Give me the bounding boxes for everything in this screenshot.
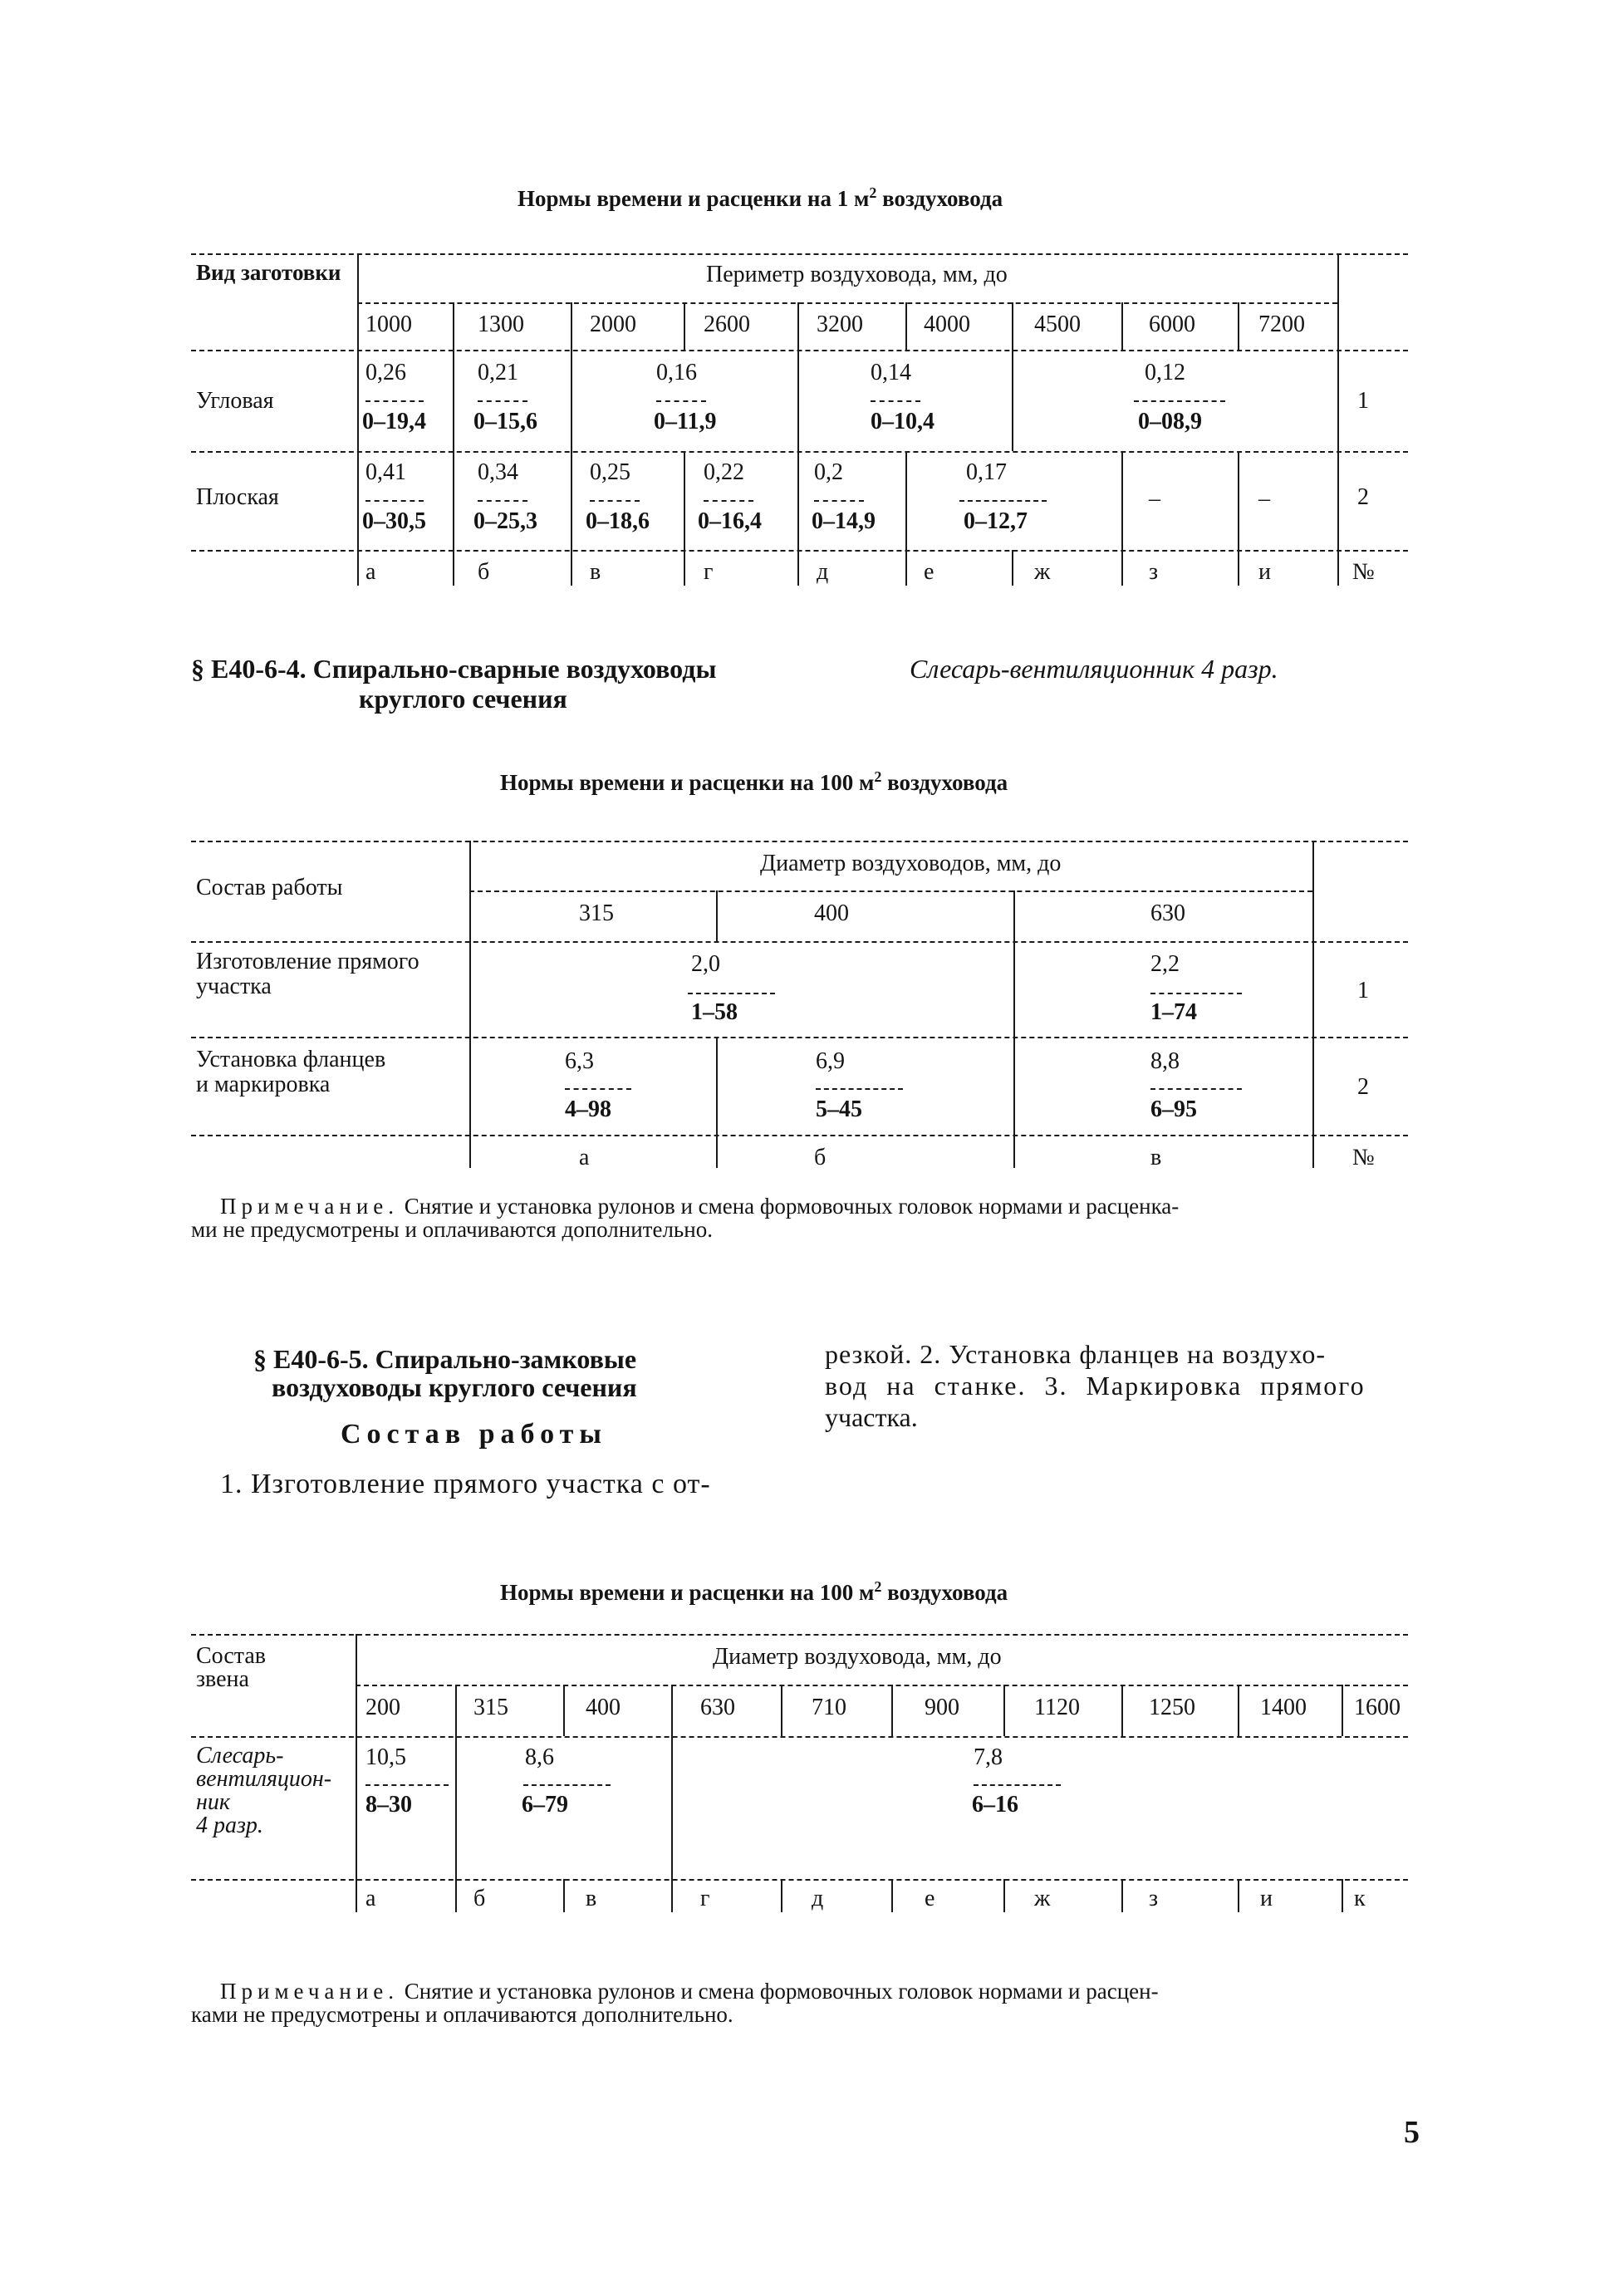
table2-value-bottom: 5–45 — [816, 1096, 862, 1122]
table1-title-prefix: Нормы времени и расценки на 1 м — [518, 186, 870, 211]
table3-col-header: 200 — [365, 1695, 400, 1720]
table3-fraction-bar — [365, 1784, 449, 1786]
table1-subheader-rule — [357, 302, 1337, 304]
table3-vline — [1342, 1879, 1343, 1912]
table1-letter: ж — [1034, 559, 1051, 585]
table2-top-rule — [191, 841, 1408, 842]
table2-title-sup: 2 — [874, 768, 882, 785]
table1-value-top: 0,22 — [704, 459, 744, 485]
table3-col-header: 710 — [812, 1695, 846, 1720]
table1-vline — [571, 350, 572, 451]
table2-note-line1 — [220, 1194, 1179, 1219]
table1-vline — [1121, 451, 1123, 550]
table1-row2-bottom-rule — [191, 550, 1408, 552]
table3-row-name-line2: вентиляцион- — [196, 1766, 332, 1792]
table1-letter: б — [478, 559, 490, 585]
table3-letter: д — [812, 1886, 824, 1911]
table2-title — [500, 768, 1008, 796]
table1-vline — [684, 451, 685, 550]
table1-vline — [453, 350, 454, 451]
table1-title-suffix: воздуховода — [876, 186, 1003, 211]
table2-fraction-bar — [816, 1088, 903, 1090]
table1-value-bottom: 0–15,6 — [473, 409, 537, 434]
table1-col-header: 2000 — [590, 312, 636, 337]
table3-value-bottom: 6–79 — [522, 1792, 568, 1818]
table3-value-bottom: 6–16 — [972, 1792, 1018, 1818]
table2-vline — [716, 890, 718, 941]
table2-col-header: 400 — [814, 900, 849, 926]
table3-col-header: 400 — [586, 1695, 621, 1720]
table3-vline — [1121, 1685, 1123, 1736]
table2-col-header: 315 — [579, 900, 614, 926]
table1-vline — [571, 451, 572, 550]
table1-vline — [1238, 451, 1239, 550]
table1-value-top: 0,21 — [478, 360, 518, 385]
table3-value-bottom: 8–30 — [365, 1792, 412, 1818]
table1-fraction-bar — [814, 500, 864, 502]
table1-dash: – — [1149, 486, 1160, 512]
table3-letter: г — [700, 1886, 710, 1911]
section2-body-right-line3: участка. — [825, 1402, 918, 1432]
table1-col-header: 7200 — [1258, 312, 1305, 337]
table1-value-bottom: 0–08,9 — [1138, 409, 1202, 434]
table2-title-prefix: Нормы времени и расценки на 100 м — [500, 770, 875, 795]
table2-letter: б — [814, 1145, 827, 1170]
table3-vline — [1003, 1879, 1005, 1912]
table1-vline — [1012, 302, 1013, 350]
table2-subheader-rule — [469, 890, 1312, 892]
table3-letter: и — [1260, 1886, 1273, 1911]
table3-vline — [891, 1879, 893, 1912]
table2-note-line2: ми не предусмотрены и оплачиваются дополнительно. — [191, 1217, 713, 1242]
table3-col-header: 1600 — [1354, 1695, 1401, 1720]
table1-letter: и — [1258, 559, 1271, 585]
table3-letter: з — [1149, 1886, 1159, 1911]
table3-note-text: Снятие и установка рулонов и смена формовочных головок нормами и расцен- — [399, 1979, 1159, 2004]
table2-value-bottom: 4–98 — [565, 1096, 611, 1122]
table3-vline — [781, 1879, 782, 1912]
table1-col-group-header: Периметр воздуховода, мм, до — [706, 262, 1008, 287]
table1-num-label: № — [1352, 559, 1375, 585]
table3-top-rule — [191, 1634, 1408, 1636]
table1-value-bottom: 0–12,7 — [964, 508, 1028, 534]
table2-vline — [1013, 1037, 1015, 1168]
table3-vline — [455, 1736, 457, 1879]
table3-col-header-left-line2: звена — [196, 1666, 249, 1692]
table1-row1-bottom-rule — [191, 451, 1408, 453]
table1-value-top: 0,25 — [590, 459, 630, 485]
table1-fraction-bar — [365, 400, 424, 402]
table3-vline — [1238, 1685, 1239, 1736]
table2-vline — [716, 1037, 718, 1168]
section2-heading-line1: § Е40-6-5. Спирально-замковые — [253, 1344, 637, 1374]
table2-row-name-line2: и маркировка — [196, 1072, 331, 1097]
table2-row-num: 1 — [1357, 978, 1369, 1003]
table1-col-header: 6000 — [1149, 312, 1195, 337]
table1-vline — [1238, 550, 1239, 586]
table2-letter: а — [579, 1145, 590, 1170]
table1-vline — [684, 302, 685, 350]
table1-value-bottom: 0–25,3 — [473, 508, 537, 534]
table1-col-header: 2600 — [704, 312, 750, 337]
table2-row-name-line1: Изготовление прямого — [196, 949, 419, 974]
table1-value-top: 0,14 — [871, 360, 911, 385]
table3-note-line1 — [220, 1979, 1159, 2004]
table3-title-sup: 2 — [874, 1578, 882, 1595]
table3-row-name-line3: ник — [196, 1789, 230, 1815]
table1-value-top: 0,26 — [365, 360, 406, 385]
table1-vline — [797, 350, 799, 451]
table1-fraction-bar — [656, 400, 706, 402]
table1-row-num: 2 — [1357, 484, 1369, 510]
table1-vline — [453, 451, 454, 550]
table1-value-bottom: 0–19,4 — [362, 409, 426, 434]
table1-letter: е — [924, 559, 934, 585]
table1-fraction-bar — [959, 500, 1047, 502]
page-number: 5 — [1404, 2115, 1420, 2150]
table1-top-rule — [191, 253, 1408, 255]
table3-letter: а — [365, 1886, 376, 1911]
table3-vline — [563, 1685, 565, 1736]
table1-vline — [684, 550, 685, 586]
table3-col-header: 1120 — [1034, 1695, 1080, 1720]
table2-col-header: 630 — [1150, 900, 1185, 926]
table2-row1-bottom-rule — [191, 1037, 1408, 1038]
section2-heading-line2: воздуховоды круглого сечения — [272, 1372, 637, 1402]
table3-col-header: 315 — [473, 1695, 508, 1720]
table1-letter: в — [590, 559, 601, 585]
table3-row-name-line4: 4 разр. — [196, 1813, 263, 1838]
table2-fraction-bar — [688, 993, 775, 994]
table2-value-top: 6,9 — [816, 1048, 845, 1074]
table1-vline — [1012, 550, 1013, 586]
table2-value-top: 6,3 — [565, 1048, 594, 1074]
section2-subheading: Состав работы — [341, 1419, 607, 1450]
table2-col-group-header: Диаметр воздуховодов, мм, до — [760, 851, 1062, 876]
table3-vline-left — [356, 1634, 357, 1912]
table3-vline — [563, 1879, 565, 1912]
section1-heading-line1: § Е40-6-4. Спирально-сварные воздуховоды — [191, 654, 717, 684]
table1-value-top: 0,16 — [656, 360, 697, 385]
table3-vline — [1121, 1879, 1123, 1912]
table2-fraction-bar — [1150, 1088, 1242, 1090]
table3-value-top: 7,8 — [974, 1744, 1003, 1770]
table1-fraction-bar — [478, 500, 527, 502]
table3-letter: к — [1354, 1886, 1366, 1911]
table3-title-suffix: воздуховода — [881, 1580, 1008, 1605]
table1-vline — [1121, 550, 1123, 586]
table2-value-bottom: 1–58 — [691, 999, 738, 1025]
table2-vline — [1013, 890, 1015, 941]
table2-fraction-bar — [1150, 993, 1242, 994]
table1-vline — [453, 550, 454, 586]
table1-vline — [797, 451, 799, 550]
table3-row-name-line1: Слесарь- — [196, 1743, 284, 1769]
table1-value-top: 0,2 — [814, 459, 843, 485]
table1-header-bottom-rule — [191, 350, 1408, 351]
table1-fraction-bar — [478, 400, 527, 402]
table2-vline-left — [469, 841, 471, 1168]
table1-fraction-bar — [365, 500, 424, 502]
table1-value-bottom: 0–14,9 — [812, 508, 876, 534]
table1-row-name: Плоская — [196, 484, 279, 510]
table1-vline-left — [357, 253, 359, 586]
table1-vline — [571, 550, 572, 586]
table3-fraction-bar — [974, 1784, 1061, 1786]
table2-value-top: 2,0 — [691, 951, 720, 977]
table2-letter: в — [1150, 1145, 1162, 1170]
section2-body-right-line1: резкой. 2. Установка фланцев на воздухо- — [825, 1339, 1327, 1369]
table1-fraction-bar — [704, 500, 753, 502]
table3-col-header: 1250 — [1149, 1695, 1195, 1720]
table1-col-header: 3200 — [817, 312, 863, 337]
table1-fraction-bar — [590, 500, 640, 502]
table3-fraction-bar — [523, 1784, 611, 1786]
table3-note-label: Примечание. — [220, 1979, 400, 2004]
table2-title-suffix: воздуховода — [881, 770, 1008, 795]
table3-col-header: 1400 — [1260, 1695, 1307, 1720]
table1-vline — [905, 451, 907, 550]
table1-value-top: 0,17 — [966, 459, 1007, 485]
table1-value-bottom: 0–18,6 — [586, 508, 650, 534]
table3-col-header: 630 — [700, 1695, 735, 1720]
table3-col-header: 900 — [925, 1695, 959, 1720]
table3-vline — [1003, 1685, 1005, 1736]
table3-vline — [671, 1685, 673, 1736]
table1-fraction-bar — [871, 400, 920, 402]
table1-dash: – — [1258, 486, 1270, 512]
table1-vline — [1121, 302, 1123, 350]
table2-num-label: № — [1352, 1145, 1375, 1170]
table3-row-bottom-rule — [191, 1879, 1408, 1881]
table1-value-bottom: 0–11,9 — [654, 409, 717, 434]
table1-value-top: 0,12 — [1145, 360, 1185, 385]
table2-vline — [1013, 941, 1015, 1037]
table2-fraction-bar — [565, 1088, 631, 1090]
table1-vline — [797, 302, 799, 350]
table1-letter: д — [817, 559, 829, 585]
table1-col-header-left: Вид заготовки — [196, 260, 341, 285]
table3-vline — [455, 1879, 457, 1912]
table1-vline — [905, 550, 907, 586]
table3-value-top: 8,6 — [525, 1744, 554, 1770]
table1-fraction-bar — [1134, 400, 1225, 402]
table3-vline — [455, 1685, 457, 1736]
table3-title-prefix: Нормы времени и расценки на 100 м — [500, 1580, 875, 1605]
table3-col-header-left-line1: Состав — [196, 1643, 267, 1669]
table3-vline — [671, 1879, 673, 1912]
table3-letter: в — [586, 1886, 597, 1911]
table1-col-header: 1300 — [478, 312, 524, 337]
table1-letter: г — [704, 559, 714, 585]
table2-row-num: 2 — [1357, 1074, 1369, 1100]
table1-vline — [571, 302, 572, 350]
table2-col-header-left: Состав работы — [196, 875, 343, 900]
table1-letter: а — [365, 559, 376, 585]
table3-note-line2: ками не предусмотрены и оплачиваются дополнительно. — [191, 2002, 733, 2027]
table3-title — [500, 1578, 1008, 1606]
table1-value-top: 0,41 — [365, 459, 406, 485]
table2-value-bottom: 1–74 — [1150, 999, 1197, 1025]
table1-value-top: 0,34 — [478, 459, 518, 485]
table1-vline — [453, 302, 454, 350]
table2-row-name-line2: участка — [196, 974, 272, 999]
table1-vline — [905, 302, 907, 350]
table1-vline — [797, 550, 799, 586]
table3-col-group-header: Диаметр воздуховода, мм, до — [713, 1644, 1002, 1670]
table3-vline — [1238, 1879, 1239, 1912]
table3-vline — [1342, 1685, 1343, 1736]
table1-value-bottom: 0–30,5 — [362, 508, 426, 534]
table1-vline — [1238, 302, 1239, 350]
table2-value-bottom: 6–95 — [1150, 1096, 1197, 1122]
table3-header-bottom-rule — [191, 1736, 1408, 1738]
table3-subheader-rule — [356, 1685, 1408, 1686]
section1-heading-line2: круглого сечения — [359, 684, 567, 714]
table2-row2-bottom-rule — [191, 1135, 1408, 1136]
table1-vline — [1012, 350, 1013, 451]
table3-letter: ж — [1034, 1886, 1051, 1911]
table1-value-bottom: 0–16,4 — [698, 508, 762, 534]
table3-letter: е — [925, 1886, 935, 1911]
table2-value-top: 2,2 — [1150, 951, 1180, 977]
table1-title — [518, 184, 1003, 212]
table1-col-header: 4500 — [1034, 312, 1081, 337]
table3-vline — [781, 1685, 782, 1736]
table2-vline-right — [1312, 841, 1314, 1168]
table1-title-sup: 2 — [869, 184, 877, 201]
table1-col-header: 4000 — [924, 312, 970, 337]
table1-row-name: Угловая — [196, 388, 274, 414]
table2-note-label: Примечание. — [220, 1194, 400, 1219]
table1-letter: з — [1149, 559, 1159, 585]
table2-header-bottom-rule — [191, 941, 1408, 943]
table1-col-header: 1000 — [365, 312, 412, 337]
table3-letter: б — [473, 1886, 486, 1911]
section2-body-left: 1. Изготовление прямого участка с от- — [220, 1469, 711, 1499]
table2-note-text: Снятие и установка рулонов и смена формовочных головок нормами и расценка- — [399, 1194, 1180, 1219]
table2-value-top: 8,8 — [1150, 1048, 1180, 1074]
section2-body-right-line2: вод на станке. 3. Маркировка прямого — [825, 1371, 1366, 1401]
table3-vline — [671, 1736, 673, 1879]
table3-vline — [891, 1685, 893, 1736]
table1-value-bottom: 0–10,4 — [871, 409, 934, 434]
table3-value-top: 10,5 — [365, 1744, 406, 1770]
section1-worker: Слесарь-вентиляционник 4 разр. — [910, 654, 1278, 684]
table1-vline-right — [1337, 253, 1339, 586]
table1-row-num: 1 — [1357, 388, 1369, 414]
table2-row-name-line1: Установка фланцев — [196, 1047, 386, 1072]
